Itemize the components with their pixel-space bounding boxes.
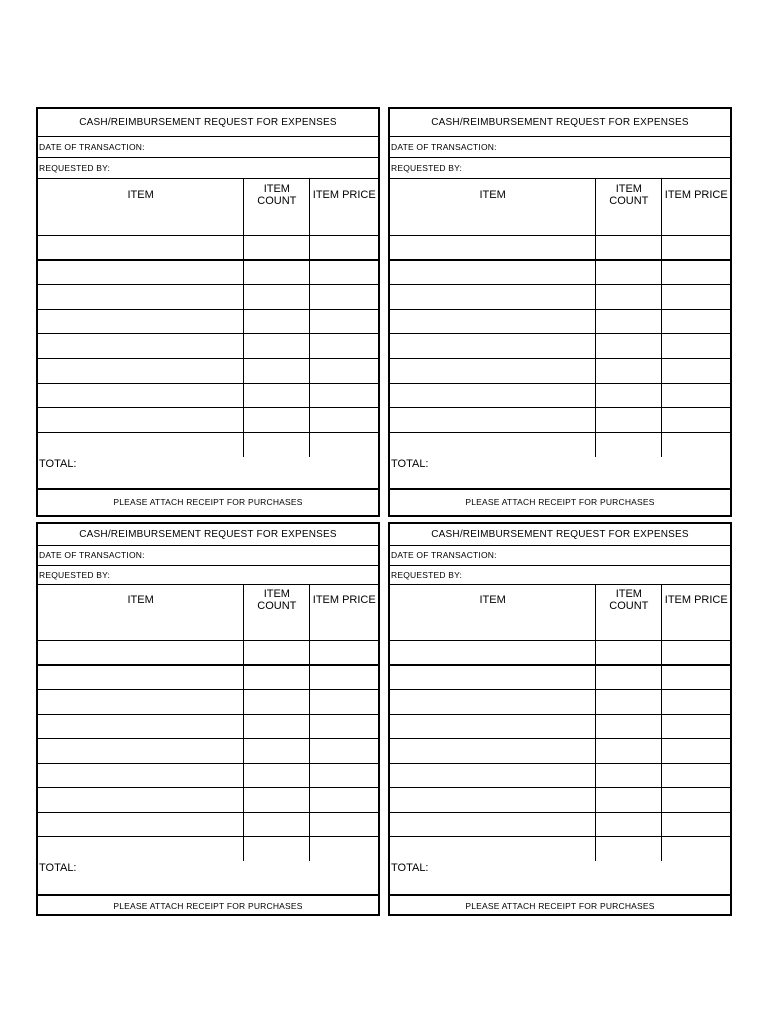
item-cell[interactable] xyxy=(390,665,596,690)
item-column-header: ITEM xyxy=(38,584,244,616)
item-row xyxy=(38,309,378,334)
item-price-cell[interactable] xyxy=(310,690,378,715)
form-table xyxy=(38,524,378,915)
item-cell[interactable] xyxy=(390,334,596,359)
item-count-cell[interactable] xyxy=(596,383,662,408)
form-table xyxy=(38,109,378,515)
item-price-cell[interactable] xyxy=(662,714,730,739)
item-row xyxy=(38,788,378,813)
item-price-cell[interactable] xyxy=(662,641,730,666)
item-price-cell[interactable] xyxy=(662,812,730,837)
item-row xyxy=(38,739,378,764)
item-cell[interactable] xyxy=(38,236,244,261)
item-count-cell[interactable] xyxy=(596,285,662,310)
item-cell[interactable] xyxy=(38,641,244,666)
item-price-cell[interactable] xyxy=(310,616,378,641)
item-count-cell[interactable] xyxy=(244,334,310,359)
item-cell[interactable] xyxy=(390,739,596,764)
item-count-column-header: ITEM COUNT xyxy=(244,178,310,211)
item-cell[interactable] xyxy=(390,285,596,310)
item-row xyxy=(390,690,730,715)
item-cell[interactable] xyxy=(38,739,244,764)
item-row xyxy=(38,236,378,261)
item-row xyxy=(390,714,730,739)
item-count-cell[interactable] xyxy=(596,408,662,433)
reimbursement-form-bottom-right xyxy=(388,522,732,916)
date-of-transaction-field[interactable]: DATE OF TRANSACTION: xyxy=(38,136,378,157)
item-price-cell[interactable] xyxy=(662,616,730,641)
item-price-cell[interactable] xyxy=(310,788,378,813)
item-row xyxy=(390,641,730,666)
item-count-cell[interactable] xyxy=(596,616,662,641)
item-price-column-header: ITEM PRICE xyxy=(662,584,730,616)
item-price-cell[interactable] xyxy=(662,739,730,764)
item-count-cell[interactable] xyxy=(244,665,310,690)
item-count-column-header: ITEM COUNT xyxy=(596,584,662,616)
item-row xyxy=(390,616,730,641)
date-of-transaction-field[interactable]: DATE OF TRANSACTION: xyxy=(390,136,730,157)
item-row xyxy=(390,334,730,359)
requested-by-field[interactable]: REQUESTED BY: xyxy=(38,157,378,178)
item-count-cell[interactable] xyxy=(244,788,310,813)
form-table xyxy=(390,524,730,915)
item-count-cell[interactable] xyxy=(244,359,310,384)
item-cell[interactable] xyxy=(38,616,244,641)
form-title: CASH/REIMBURSEMENT REQUEST FOR EXPENSES xyxy=(390,524,730,545)
item-price-cell[interactable] xyxy=(662,309,730,334)
form-title: CASH/REIMBURSEMENT REQUEST FOR EXPENSES xyxy=(38,109,378,136)
item-price-cell[interactable] xyxy=(310,309,378,334)
item-count-cell[interactable] xyxy=(596,739,662,764)
item-row xyxy=(390,383,730,408)
item-price-cell[interactable] xyxy=(662,432,730,457)
item-price-cell[interactable] xyxy=(310,837,378,862)
total-field[interactable]: TOTAL: xyxy=(390,457,730,489)
item-price-cell[interactable] xyxy=(310,211,378,236)
item-count-cell[interactable] xyxy=(244,211,310,236)
item-cell[interactable] xyxy=(38,359,244,384)
item-cell[interactable] xyxy=(390,211,596,236)
item-row xyxy=(390,432,730,457)
item-price-column-header: ITEM PRICE xyxy=(310,584,378,616)
item-cell[interactable] xyxy=(390,408,596,433)
total-field[interactable]: TOTAL: xyxy=(38,457,378,489)
item-row xyxy=(390,788,730,813)
receipt-note: PLEASE ATTACH RECEIPT FOR PURCHASES xyxy=(390,895,730,915)
item-cell[interactable] xyxy=(38,665,244,690)
item-row xyxy=(390,739,730,764)
item-price-cell[interactable] xyxy=(310,763,378,788)
item-cell[interactable] xyxy=(38,788,244,813)
item-cell[interactable] xyxy=(390,616,596,641)
item-cell[interactable] xyxy=(38,690,244,715)
item-cell[interactable] xyxy=(38,383,244,408)
date-of-transaction-field[interactable]: DATE OF TRANSACTION: xyxy=(38,545,378,565)
item-price-cell[interactable] xyxy=(310,714,378,739)
item-count-cell[interactable] xyxy=(244,714,310,739)
receipt-note: PLEASE ATTACH RECEIPT FOR PURCHASES xyxy=(390,489,730,515)
item-row xyxy=(38,665,378,690)
item-cell[interactable] xyxy=(38,837,244,862)
item-price-cell[interactable] xyxy=(310,359,378,384)
item-row xyxy=(38,285,378,310)
item-count-cell[interactable] xyxy=(596,211,662,236)
item-count-cell[interactable] xyxy=(244,383,310,408)
item-row xyxy=(390,837,730,862)
item-count-cell[interactable] xyxy=(596,641,662,666)
item-row xyxy=(38,641,378,666)
item-price-cell[interactable] xyxy=(310,383,378,408)
item-row xyxy=(38,837,378,862)
item-price-cell[interactable] xyxy=(662,359,730,384)
item-price-cell[interactable] xyxy=(310,739,378,764)
item-cell[interactable] xyxy=(38,260,244,285)
item-rows xyxy=(38,616,378,861)
item-row xyxy=(390,763,730,788)
item-count-cell[interactable] xyxy=(244,408,310,433)
item-cell[interactable] xyxy=(390,383,596,408)
receipt-note: PLEASE ATTACH RECEIPT FOR PURCHASES xyxy=(38,489,378,515)
item-count-cell[interactable] xyxy=(244,260,310,285)
item-row xyxy=(390,285,730,310)
item-cell[interactable] xyxy=(390,432,596,457)
item-price-cell[interactable] xyxy=(310,236,378,261)
form-table xyxy=(390,109,730,515)
item-count-cell[interactable] xyxy=(596,665,662,690)
item-count-cell[interactable] xyxy=(596,236,662,261)
item-cell[interactable] xyxy=(38,432,244,457)
requested-by-field[interactable]: REQUESTED BY: xyxy=(390,565,730,584)
item-price-column-header: ITEM PRICE xyxy=(662,178,730,211)
item-cell[interactable] xyxy=(38,334,244,359)
item-rows xyxy=(390,211,730,457)
item-price-cell[interactable] xyxy=(662,383,730,408)
item-count-cell[interactable] xyxy=(244,739,310,764)
item-count-cell[interactable] xyxy=(244,641,310,666)
item-row xyxy=(390,408,730,433)
item-count-cell[interactable] xyxy=(596,714,662,739)
item-row xyxy=(38,383,378,408)
item-row xyxy=(38,408,378,433)
item-row xyxy=(390,211,730,236)
item-cell[interactable] xyxy=(38,285,244,310)
item-price-cell[interactable] xyxy=(310,812,378,837)
item-row xyxy=(38,211,378,236)
item-row xyxy=(38,714,378,739)
item-price-cell[interactable] xyxy=(662,334,730,359)
item-cell[interactable] xyxy=(390,359,596,384)
item-cell[interactable] xyxy=(390,260,596,285)
item-rows xyxy=(38,211,378,457)
item-price-cell[interactable] xyxy=(662,285,730,310)
item-row xyxy=(38,812,378,837)
reimbursement-form-bottom-left xyxy=(36,522,380,916)
item-cell[interactable] xyxy=(38,211,244,236)
item-cell[interactable] xyxy=(390,714,596,739)
item-cell[interactable] xyxy=(38,408,244,433)
item-count-cell[interactable] xyxy=(244,690,310,715)
item-row xyxy=(390,236,730,261)
item-count-cell[interactable] xyxy=(596,837,662,862)
reimbursement-form-top-left xyxy=(36,107,380,517)
total-field[interactable]: TOTAL: xyxy=(390,861,730,895)
item-count-cell[interactable] xyxy=(244,236,310,261)
item-cell[interactable] xyxy=(38,812,244,837)
form-title: CASH/REIMBURSEMENT REQUEST FOR EXPENSES xyxy=(38,524,378,545)
item-column-header: ITEM xyxy=(390,178,596,211)
item-count-cell[interactable] xyxy=(596,260,662,285)
item-count-column-header: ITEM COUNT xyxy=(596,178,662,211)
item-price-cell[interactable] xyxy=(310,641,378,666)
item-count-cell[interactable] xyxy=(596,309,662,334)
item-price-cell[interactable] xyxy=(662,690,730,715)
item-cell[interactable] xyxy=(38,763,244,788)
item-price-cell[interactable] xyxy=(310,334,378,359)
item-row xyxy=(38,432,378,457)
item-cell[interactable] xyxy=(390,236,596,261)
item-price-column-header: ITEM PRICE xyxy=(310,178,378,211)
item-row xyxy=(390,665,730,690)
form-title: CASH/REIMBURSEMENT REQUEST FOR EXPENSES xyxy=(390,109,730,136)
item-count-column-header: ITEM COUNT xyxy=(244,584,310,616)
item-row xyxy=(38,763,378,788)
item-price-cell[interactable] xyxy=(662,408,730,433)
item-cell[interactable] xyxy=(38,714,244,739)
item-row xyxy=(38,690,378,715)
item-count-cell[interactable] xyxy=(596,763,662,788)
requested-by-field[interactable]: REQUESTED BY: xyxy=(390,157,730,178)
item-row xyxy=(390,260,730,285)
item-price-cell[interactable] xyxy=(662,837,730,862)
total-field[interactable]: TOTAL: xyxy=(38,861,378,895)
requested-by-field[interactable]: REQUESTED BY: xyxy=(38,565,378,584)
item-cell[interactable] xyxy=(390,690,596,715)
item-price-cell[interactable] xyxy=(662,763,730,788)
item-count-cell[interactable] xyxy=(244,616,310,641)
item-price-cell[interactable] xyxy=(662,211,730,236)
reimbursement-form-top-right xyxy=(388,107,732,517)
item-price-cell[interactable] xyxy=(310,260,378,285)
item-row xyxy=(38,260,378,285)
item-count-cell[interactable] xyxy=(244,432,310,457)
item-price-cell[interactable] xyxy=(662,665,730,690)
item-price-cell[interactable] xyxy=(662,236,730,261)
item-row xyxy=(390,812,730,837)
item-cell[interactable] xyxy=(390,309,596,334)
receipt-note: PLEASE ATTACH RECEIPT FOR PURCHASES xyxy=(38,895,378,915)
item-count-cell[interactable] xyxy=(596,788,662,813)
item-price-cell[interactable] xyxy=(662,788,730,813)
item-row xyxy=(390,359,730,384)
item-cell[interactable] xyxy=(38,309,244,334)
item-count-cell[interactable] xyxy=(596,334,662,359)
item-price-cell[interactable] xyxy=(310,285,378,310)
item-count-cell[interactable] xyxy=(244,763,310,788)
item-rows xyxy=(390,616,730,861)
item-count-cell[interactable] xyxy=(596,432,662,457)
item-count-cell[interactable] xyxy=(596,359,662,384)
item-row xyxy=(38,359,378,384)
item-cell[interactable] xyxy=(390,812,596,837)
item-count-cell[interactable] xyxy=(244,309,310,334)
item-row xyxy=(38,616,378,641)
date-of-transaction-field[interactable]: DATE OF TRANSACTION: xyxy=(390,545,730,565)
item-count-cell[interactable] xyxy=(596,690,662,715)
item-row xyxy=(38,334,378,359)
item-cell[interactable] xyxy=(390,763,596,788)
item-price-cell[interactable] xyxy=(310,432,378,457)
item-count-cell[interactable] xyxy=(244,837,310,862)
item-cell[interactable] xyxy=(390,641,596,666)
item-price-cell[interactable] xyxy=(662,260,730,285)
item-count-cell[interactable] xyxy=(244,812,310,837)
item-cell[interactable] xyxy=(390,788,596,813)
item-column-header: ITEM xyxy=(38,178,244,211)
item-cell[interactable] xyxy=(390,837,596,862)
item-price-cell[interactable] xyxy=(310,665,378,690)
item-price-cell[interactable] xyxy=(310,408,378,433)
item-column-header: ITEM xyxy=(390,584,596,616)
item-count-cell[interactable] xyxy=(596,812,662,837)
item-count-cell[interactable] xyxy=(244,285,310,310)
item-row xyxy=(390,309,730,334)
